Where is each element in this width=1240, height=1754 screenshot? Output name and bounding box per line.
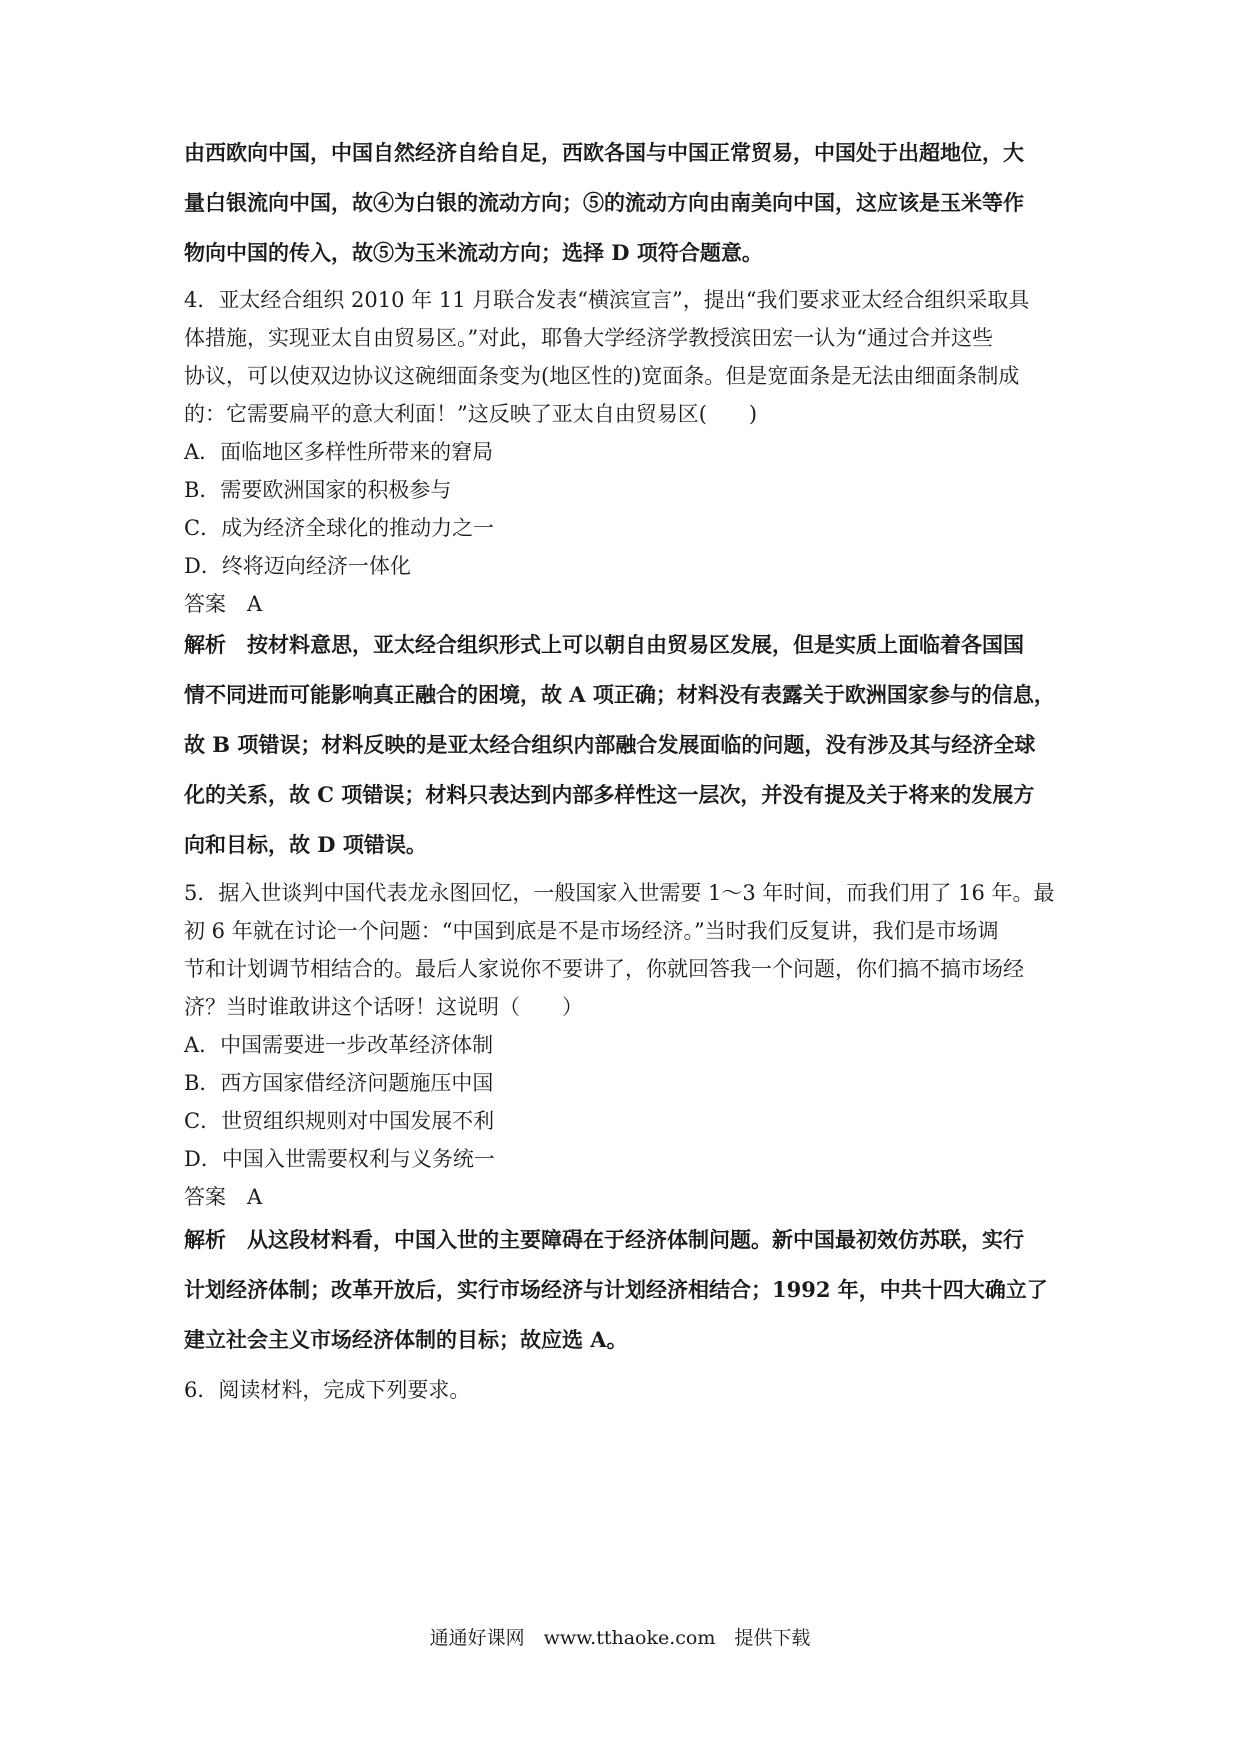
q4-answer: 答案 A	[184, 592, 263, 616]
q3-analysis-line-3: 物向中国的传入，故⑤为玉米流动方向；选择 D 项符合题意。	[184, 240, 763, 265]
q5-stem-line-2: 初 6 年就在讨论一个问题：“中国到底是不是市场经济。”当时我们反复讲，我们是市场调	[184, 919, 999, 943]
q4-option-c: C．成为经济全球化的推动力之一	[184, 516, 495, 540]
q3-analysis-line-1: 由西欧向中国，中国自然经济自给自足，西欧各国与中国正常贸易，中国处于出超地位，大	[184, 140, 1024, 165]
q5-analysis-line-3: 建立社会主义市场经济体制的目标；故应选 A。	[184, 1327, 628, 1352]
q4-analysis-line-1: 解析 按材料意思，亚太经合组织形式上可以朝自由贸易区发展，但是实质上面临着各国国	[184, 632, 1024, 657]
q4-analysis-line-5: 向和目标，故 D 项错误。	[184, 832, 427, 857]
q6-stem: 6．阅读材料，完成下列要求。	[184, 1378, 471, 1402]
page-footer: 通通好课网 www.tthaoke.com 提供下载	[429, 1627, 811, 1649]
q4-option-a: A．面临地区多样性所带来的窘局	[184, 440, 494, 464]
q4-option-d: D．终将迈向经济一体化	[184, 554, 411, 578]
q3-analysis-line-2: 量白银流向中国，故④为白银的流动方向；⑤的流动方向由南美向中国，这应该是玉米等作	[184, 190, 1024, 215]
q4-stem-line-1: 4．亚太经合组织 2010 年 11 月联合发表“横滨宣言”，提出“我们要求亚太经合组织采取具	[184, 288, 1030, 312]
q5-option-c: C．世贸组织规则对中国发展不利	[184, 1109, 495, 1133]
q5-analysis-line-1: 解析 从这段材料看，中国入世的主要障碍在于经济体制问题。新中国最初效仿苏联，实行	[184, 1227, 1024, 1252]
q4-analysis-line-2: 情不同进而可能影响真正融合的困境，故 A 项正确；材料没有表露关于欧洲国家参与的信息，	[184, 682, 1055, 707]
q5-answer: 答案 A	[184, 1185, 263, 1209]
q5-option-d: D．中国入世需要权利与义务统一	[184, 1147, 495, 1171]
q5-stem-line-4: 济？当时谁敢讲这个话呀！这说明（ ）	[184, 995, 583, 1019]
q4-analysis-line-4: 化的关系，故 C 项错误；材料只表达到内部多样性这一层次，并没有提及关于将来的发展方	[184, 782, 1035, 807]
q4-stem-line-3: 协议，可以使双边协议这碗细面条变为(地区性的)宽面条。但是宽面条是无法由细面条制成	[184, 364, 1020, 388]
q5-option-a: A．中国需要进一步改革经济体制	[184, 1033, 494, 1057]
q5-stem-line-3: 节和计划调节相结合的。最后人家说你不要讲了，你就回答我一个问题，你们搞不搞市场经	[184, 957, 1024, 981]
q4-stem-line-2: 体措施，实现亚太自由贸易区。”对此，耶鲁大学经济学教授滨田宏一认为“通过合并这些	[184, 326, 993, 350]
q5-stem-line-1: 5．据入世谈判中国代表龙永图回忆，一般国家入世需要 1～3 年时间，而我们用了 16 年。最	[184, 881, 1055, 905]
q5-analysis-line-2: 计划经济体制；改革开放后，实行市场经济与计划经济相结合；1992 年，中共十四大确立了	[184, 1277, 1048, 1302]
q5-option-b: B．西方国家借经济问题施压中国	[184, 1071, 494, 1095]
q4-stem-line-4: 的：它需要扁平的意大利面！”这反映了亚太自由贸易区( )	[184, 402, 758, 426]
q4-analysis-line-3: 故 B 项错误；材料反映的是亚太经合组织内部融合发展面临的问题，没有涉及其与经济全球	[184, 732, 1036, 757]
q4-option-b: B．需要欧洲国家的积极参与	[184, 478, 452, 502]
